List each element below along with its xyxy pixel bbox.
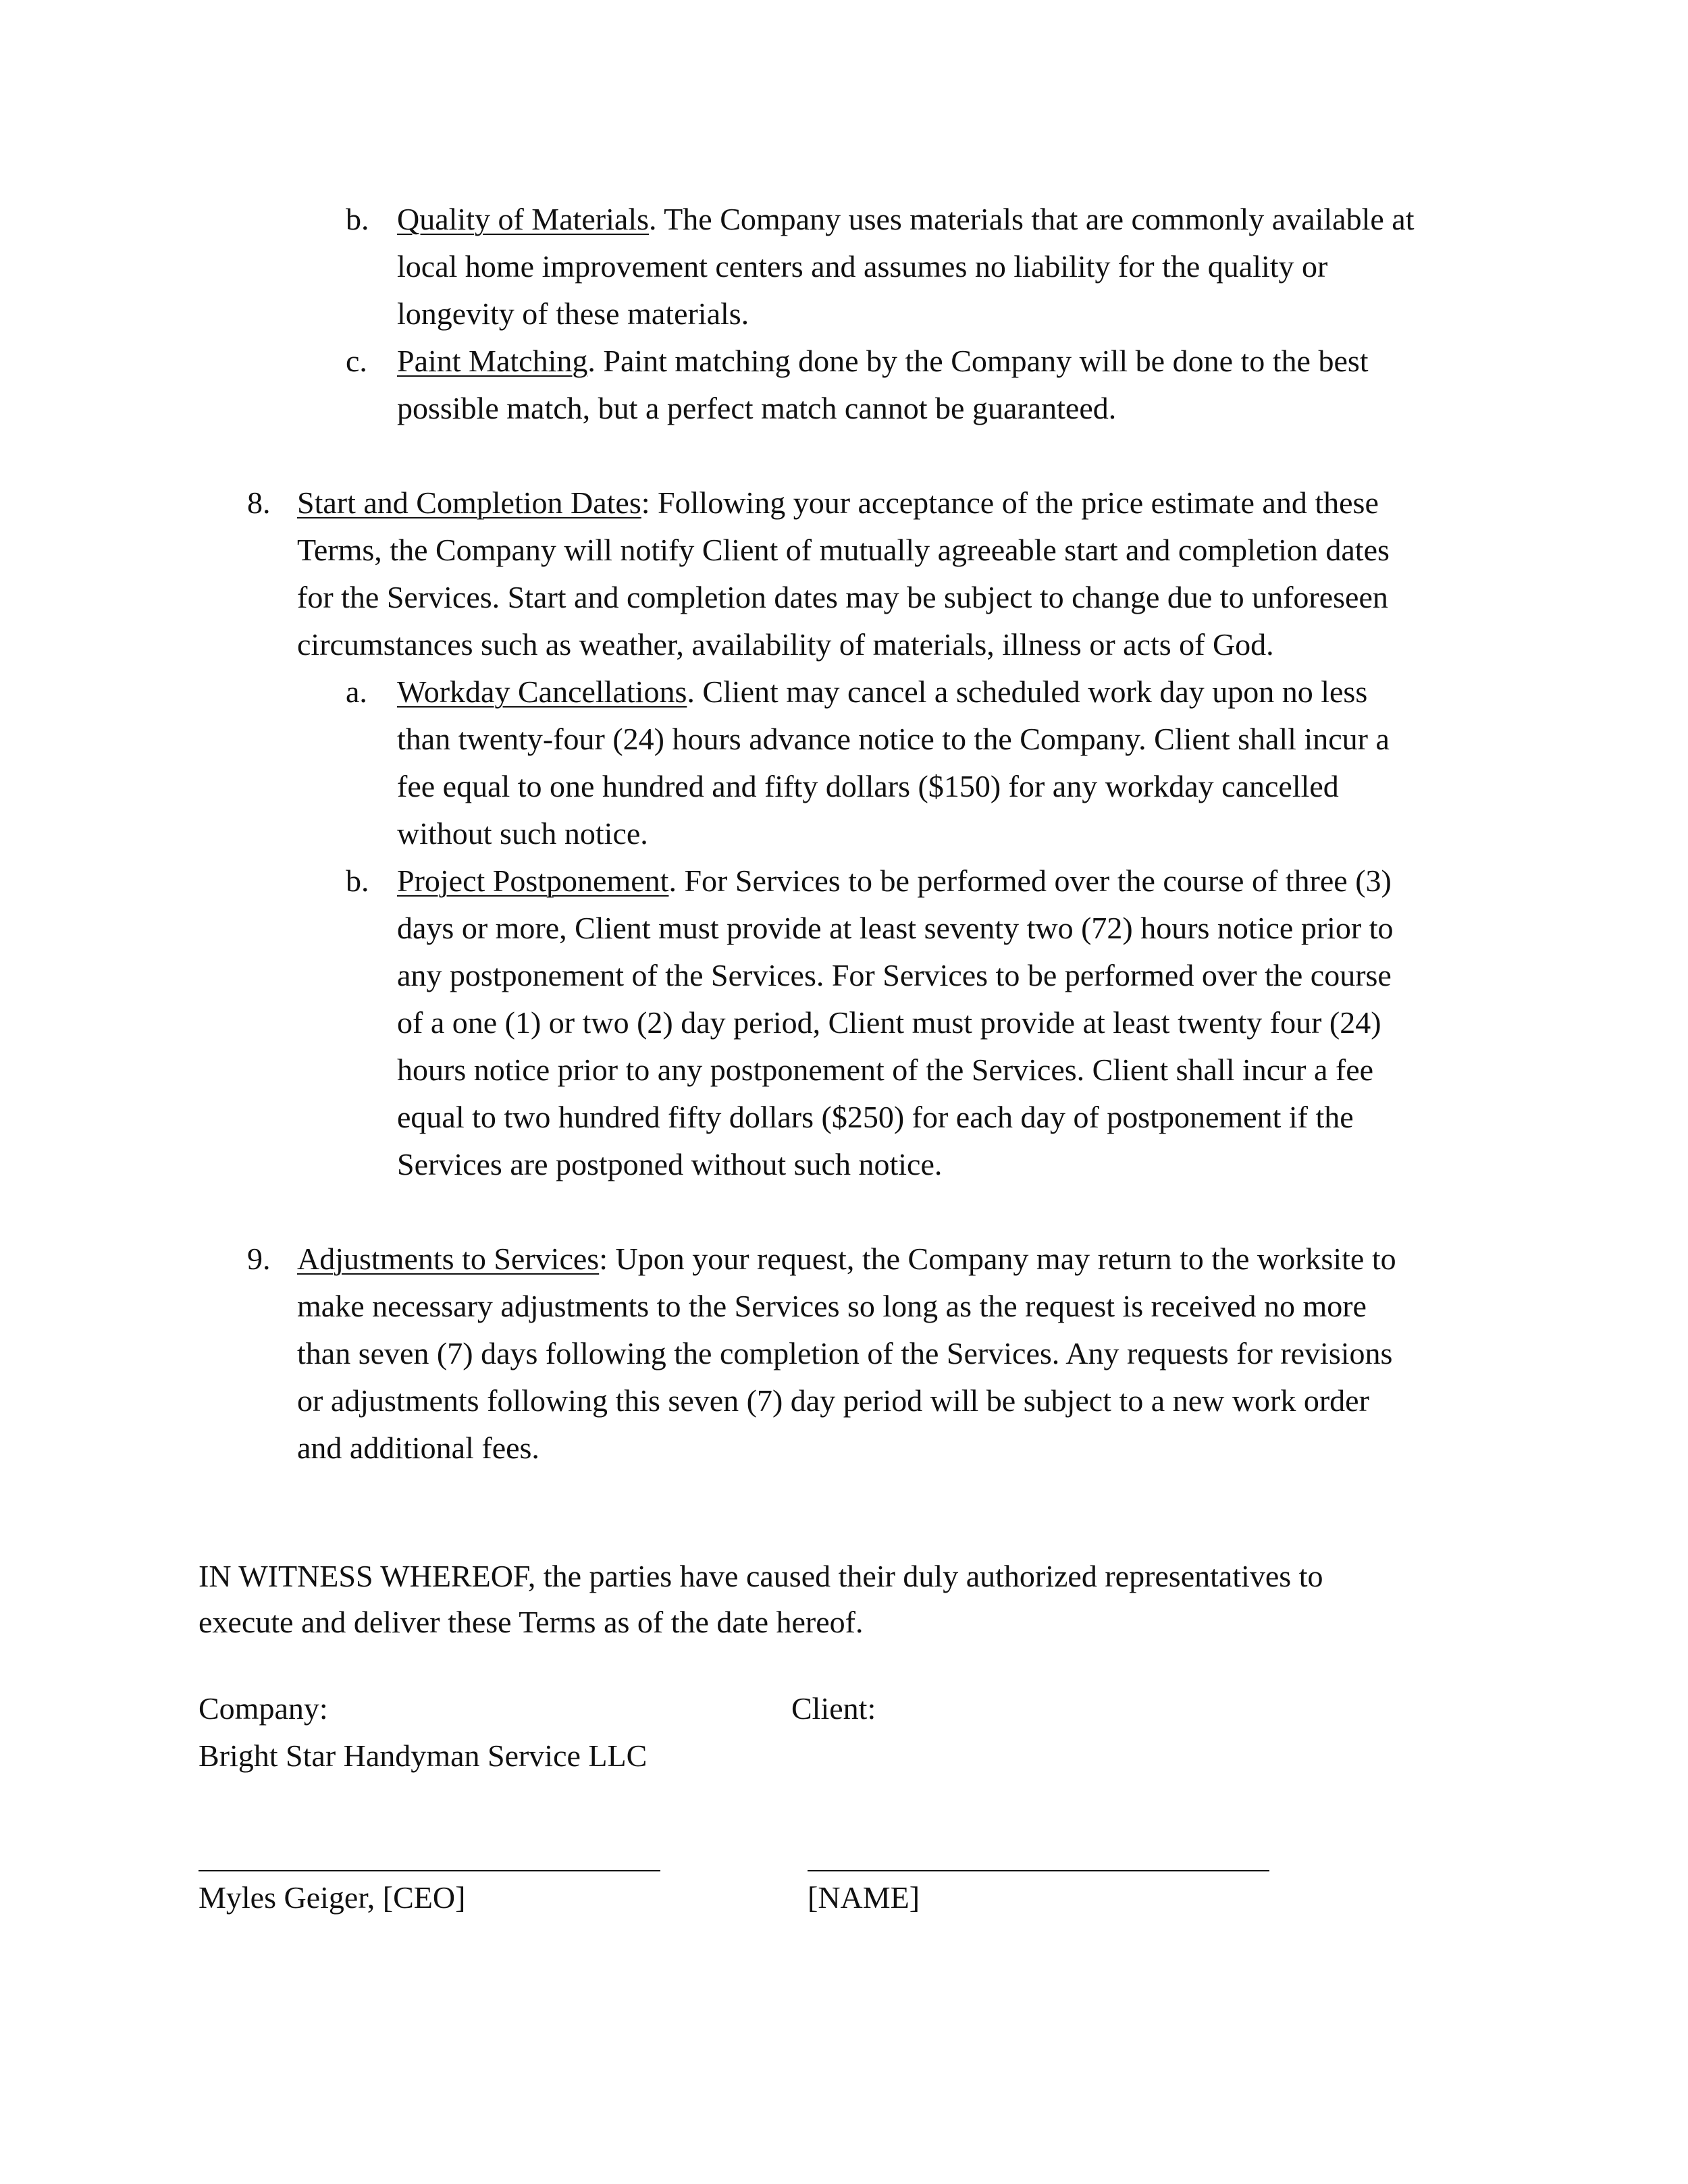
witness-line-2: execute and deliver these Terms as of the date hereof.: [199, 1605, 864, 1639]
item-9-line-2: make necessary adjustments to the Services so long as the request is received no more: [297, 1289, 1367, 1323]
client-label: Client:: [791, 1691, 876, 1726]
item-7c-title: Paint Matching: [397, 344, 588, 378]
item-7b-line-1: [397, 196, 1414, 243]
item-8b-line-4: of a one (1) or two (2) day period, Client must provide at least twenty four (24): [397, 1005, 1381, 1040]
item-7b-line-3: longevity of these materials.: [397, 296, 749, 331]
client-signature-line: [808, 1870, 1269, 1871]
item-8-text-1: : Following your acceptance of the price estimate and these: [641, 485, 1379, 520]
item-8a-line-3: fee equal to one hundred and fifty dollars ($150) for any workday cancelled: [397, 769, 1339, 803]
item-8b-line-7: Services are postponed without such notice.: [397, 1147, 943, 1181]
item-7b-title: Quality of Materials: [397, 202, 650, 236]
company-label: Company:: [199, 1691, 328, 1726]
witness-line-1: IN WITNESS WHEREOF, the parties have caused their duly authorized representatives to: [199, 1559, 1323, 1593]
item-8-line-4: circumstances such as weather, availability of materials, illness or acts of God.: [297, 627, 1274, 662]
item-8b-line-6: equal to two hundred fifty dollars ($250) for each day of postponement if the: [397, 1100, 1354, 1134]
item-7c-line-1: [397, 338, 1369, 385]
item-7b-line-2: local home improvement centers and assumes no liability for the quality or: [397, 249, 1328, 284]
item-8a-title: Workday Cancellations: [397, 674, 687, 709]
company-name: Bright Star Handyman Service LLC: [199, 1738, 648, 1773]
item-7b-text-1: . The Company uses materials that are commonly available at: [649, 202, 1415, 236]
item-8b-line-2: days or more, Client must provide at least seventy two (72) hours notice prior to: [397, 911, 1394, 945]
item-8-title: Start and Completion Dates: [297, 485, 641, 520]
item-8a-line-1: [397, 668, 1367, 716]
item-9-line-5: and additional fees.: [297, 1431, 539, 1465]
item-8-line-1: [297, 479, 1379, 527]
item-7c-line-2: possible match, but a perfect match cannot be guaranteed.: [397, 391, 1117, 425]
company-signature-line: [199, 1870, 660, 1871]
item-8b-marker: b.: [346, 863, 369, 898]
item-8b-line-5: hours notice prior to any postponement of the Services. Client shall incur a fee: [397, 1053, 1374, 1087]
item-8a-line-4: without such notice.: [397, 816, 648, 851]
item-7b-marker: b.: [346, 202, 369, 236]
item-9-text-1: : Upon your request, the Company may return to the worksite to: [599, 1242, 1396, 1276]
item-9-line-3: than seven (7) days following the completion of the Services. Any requests for revisions: [297, 1336, 1393, 1370]
item-8a-text-1: . Client may cancel a scheduled work day upon no less: [687, 674, 1368, 709]
item-7c-text-1: . Paint matching done by the Company will be done to the best: [587, 344, 1369, 378]
item-9-title: Adjustments to Services: [297, 1242, 600, 1276]
client-signer: [NAME]: [808, 1880, 920, 1915]
item-8a-line-2: than twenty-four (24) hours advance notice to the Company. Client shall incur a: [397, 722, 1390, 756]
item-8-line-2: Terms, the Company will notify Client of mutually agreeable start and completion dates: [297, 533, 1390, 567]
item-7c-marker: c.: [346, 344, 367, 378]
item-9-marker: 9.: [247, 1242, 271, 1276]
item-8a-marker: a.: [346, 674, 367, 709]
company-signer: Myles Geiger, [CEO]: [199, 1880, 466, 1915]
item-8b-title: Project Postponement: [397, 863, 669, 898]
item-8-marker: 8.: [247, 485, 271, 520]
item-8b-line-3: any postponement of the Services. For Services to be performed over the course: [397, 958, 1392, 992]
item-8b-line-1: [397, 857, 1392, 905]
item-9-line-1: [297, 1235, 1396, 1283]
item-8b-text-1: . For Services to be performed over the course of three (3): [668, 863, 1392, 898]
item-8-line-3: for the Services. Start and completion dates may be subject to change due to unforeseen: [297, 580, 1388, 614]
item-9-line-4: or adjustments following this seven (7) day period will be subject to a new work order: [297, 1383, 1369, 1418]
